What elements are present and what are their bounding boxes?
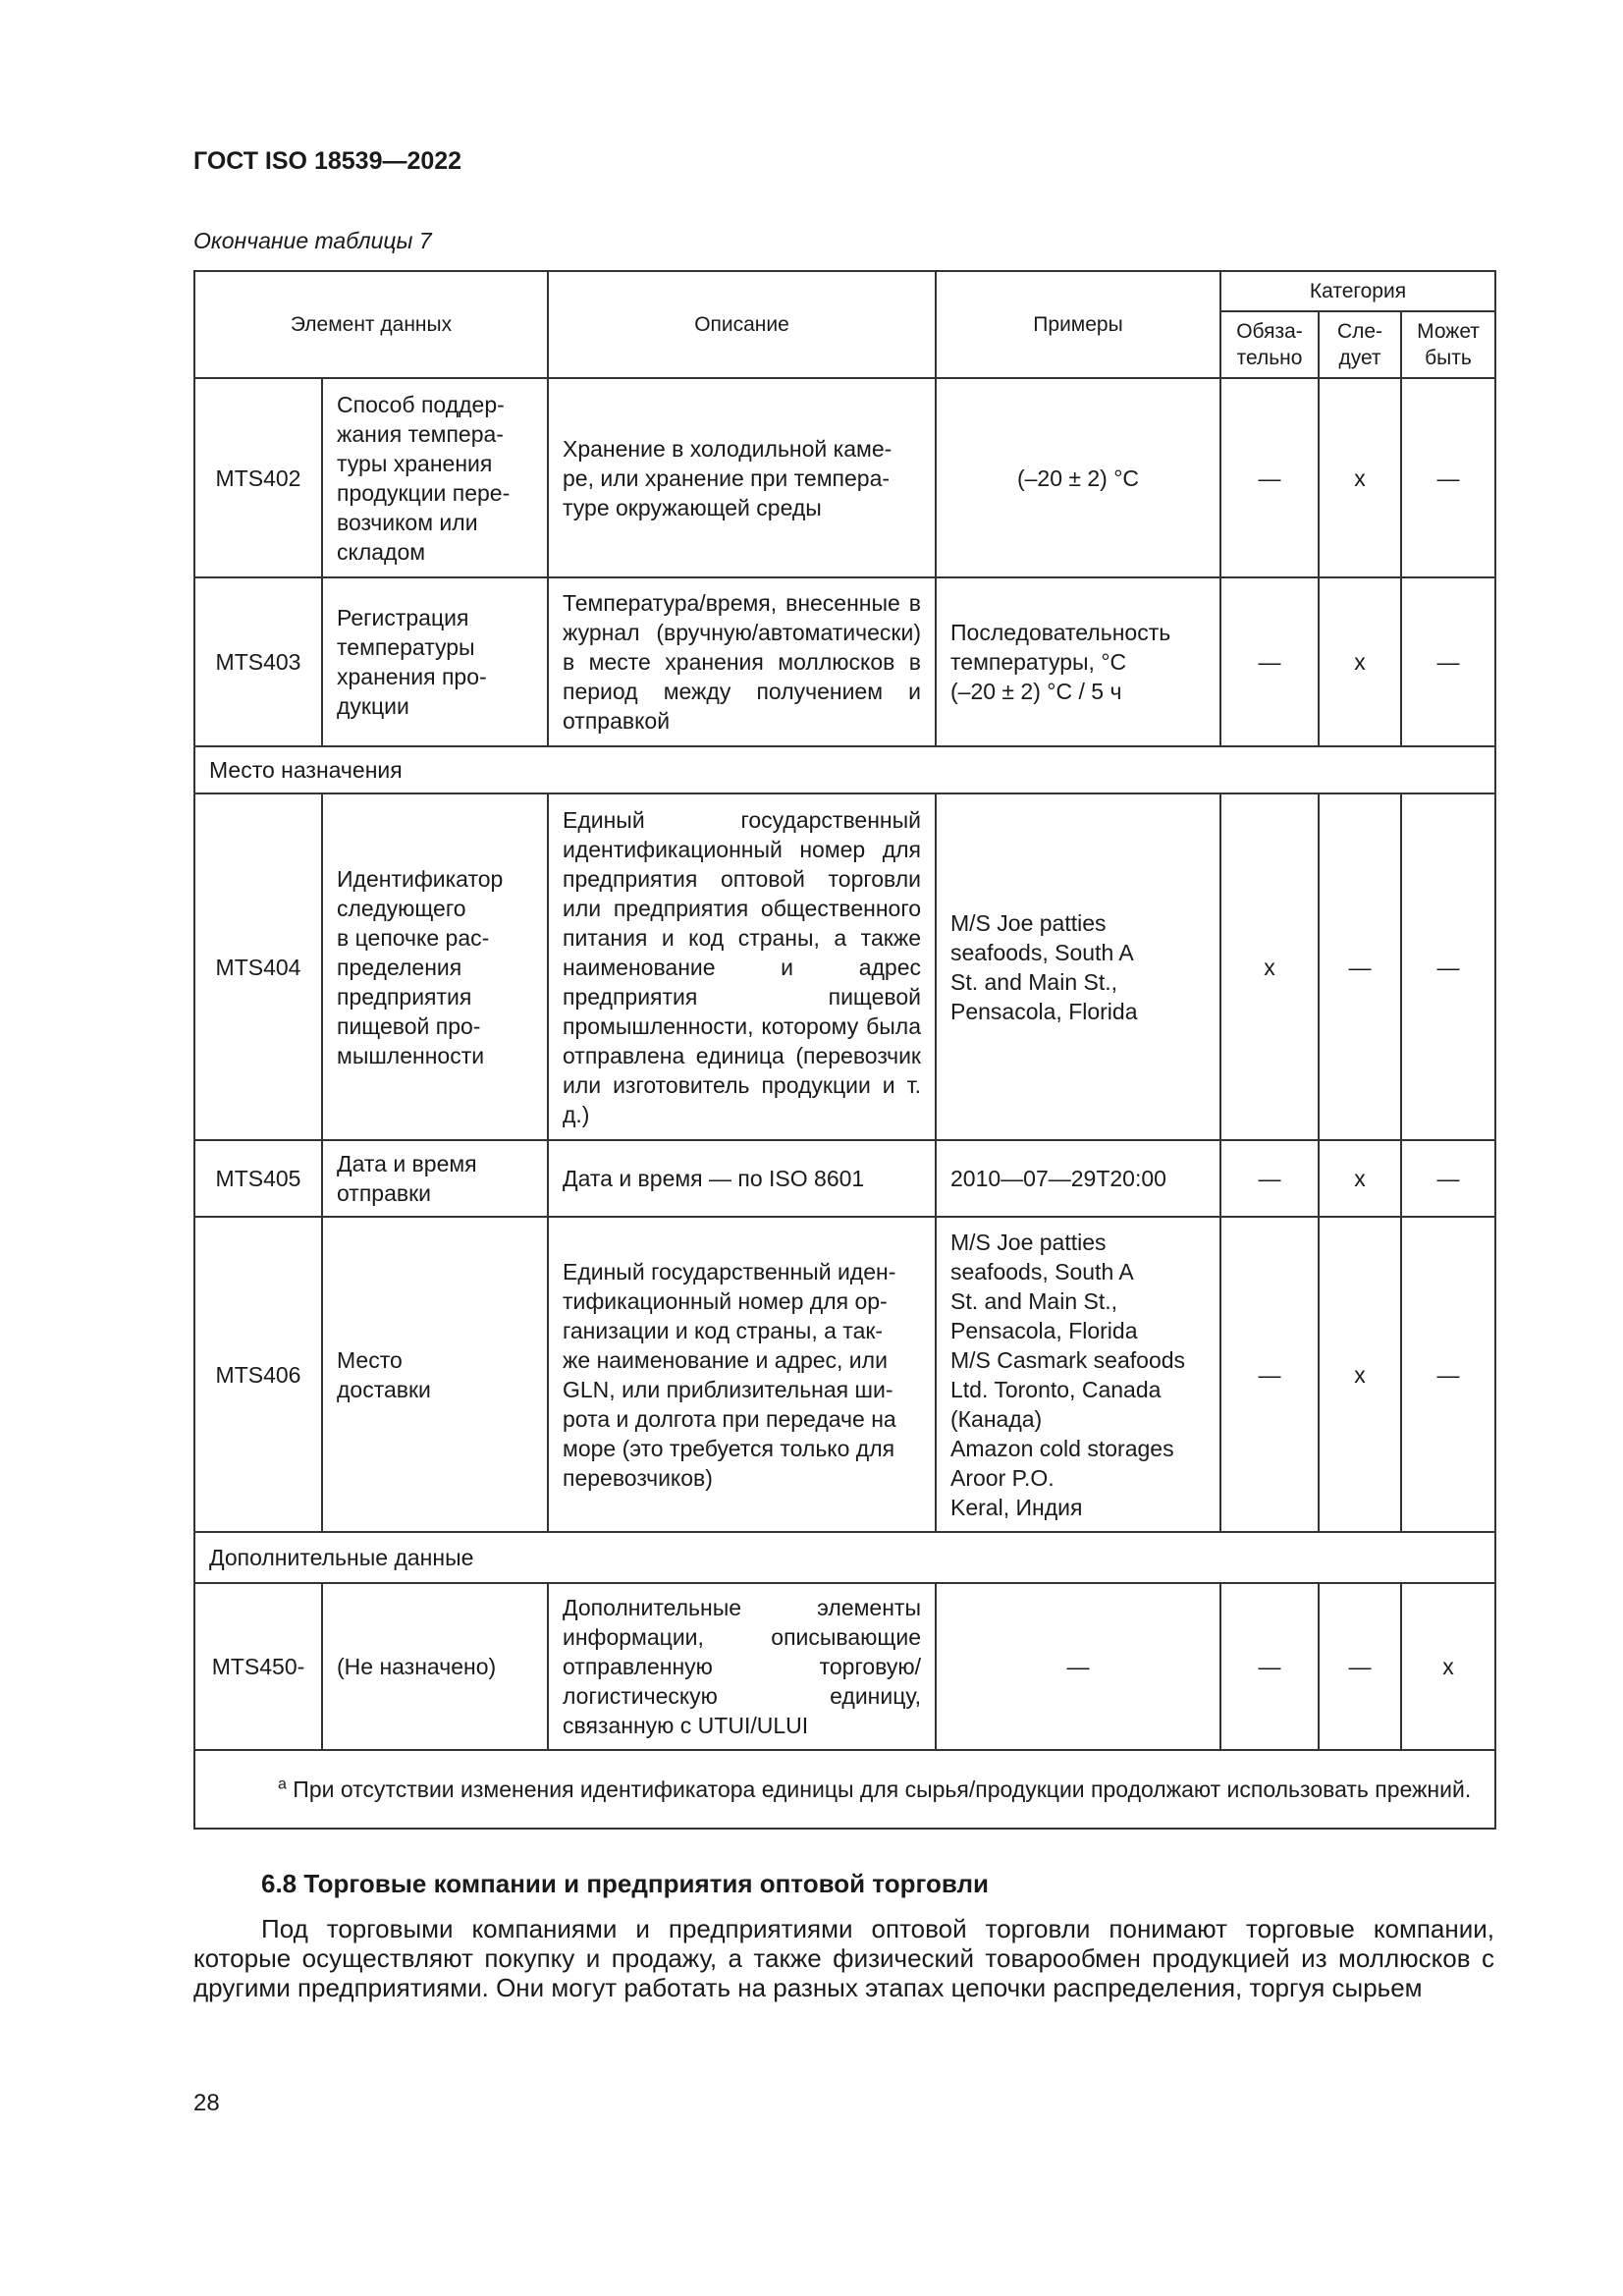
table-row — [194, 577, 1495, 746]
category-should: x — [1319, 577, 1401, 746]
category-may: — — [1401, 378, 1495, 577]
category-should: x — [1319, 1140, 1401, 1217]
header-mandatory: Обяза- тельно — [1220, 311, 1319, 378]
element-examples: Последовательность температуры, °C (–20 ± 2) °C / 5 ч — [936, 577, 1220, 746]
category-should: x — [1319, 1217, 1401, 1532]
footnote-row — [194, 1750, 1495, 1829]
header-examples: Примеры — [936, 271, 1220, 378]
section-additional: Дополнительные данные — [194, 1532, 1495, 1583]
header-data-element: Элемент данных — [194, 271, 548, 378]
section-row — [194, 1532, 1495, 1583]
footnote-text: При отсутствии изменения идентификатора единицы для сырья/продукции продолжают использовать прежний. — [293, 1777, 1472, 1802]
table-row — [194, 378, 1495, 577]
category-may: — — [1401, 577, 1495, 746]
element-code: MTS450- — [194, 1583, 322, 1750]
table-row — [194, 1583, 1495, 1750]
header-category: Категория — [1220, 271, 1495, 311]
page-number: 28 — [193, 2090, 220, 2116]
element-examples: M/S Joe patties seafoods, South A St. and Main St., Pensacola, Florida M/S Casmark seafoods Ltd. Toronto, Canada (Канада) Amazon cold storages Aroor P.O. Keral, Индия — [936, 1217, 1220, 1532]
element-description: Единый государственный иден- тификационный номер для ор- ганизации и код страны, а так- же наименование и адрес, или GLN, или приблизительная ши- рота и долгота при передаче на море (это требуется только для перевозчиков) — [548, 1217, 936, 1532]
element-description: Дата и время — по ISO 8601 — [548, 1140, 936, 1217]
element-code: MTS406 — [194, 1217, 322, 1532]
category-mandatory: — — [1220, 1140, 1319, 1217]
element-name: Место доставки — [322, 1217, 548, 1532]
element-description: Температура/время, внесенные в журнал (вручную/автоматически) в месте хранения моллюсков в период между получением и отправкой — [548, 577, 936, 746]
element-name: Дата и время отправки — [322, 1140, 548, 1217]
element-name: Регистрация температуры хранения про- дукции — [322, 577, 548, 746]
category-should: — — [1319, 1583, 1401, 1750]
category-may: — — [1401, 1217, 1495, 1532]
table-header-row — [194, 271, 1495, 311]
element-code: MTS403 — [194, 577, 322, 746]
element-name: Идентификатор следующего в цепочке рас- пределения предприятия пищевой про- мышленности — [322, 793, 548, 1140]
category-may: — — [1401, 793, 1495, 1140]
table-caption: Окончание таблицы 7 — [193, 228, 432, 253]
table-row — [194, 1140, 1495, 1217]
element-description: Единый государственный идентификационный номер для предприятия оптовой торговли или предприятия общественного питания и код страны, а также наименование и адрес предприятия пищевой промышленности, которому была отправлена единица (перевозчик или изготовитель продукции и т. д.) — [548, 793, 936, 1140]
section-heading: 6.8 Торговые компании и предприятия оптовой торговли — [261, 1869, 989, 1898]
category-mandatory: — — [1220, 1583, 1319, 1750]
table-row — [194, 793, 1495, 1140]
element-examples: 2010—07—29T20:00 — [936, 1140, 1220, 1217]
element-code: MTS405 — [194, 1140, 322, 1217]
element-description: Хранение в холодильной каме- ре, или хранение при темпера- туре окружающей среды — [548, 378, 936, 577]
element-code: MTS402 — [194, 378, 322, 577]
element-name: (Не назначено) — [322, 1583, 548, 1750]
category-may: x — [1401, 1583, 1495, 1750]
category-mandatory: — — [1220, 577, 1319, 746]
footnote-mark: a — [278, 1776, 287, 1793]
section-destination: Место назначения — [194, 746, 1495, 793]
document-header: ГОСТ ISO 18539—2022 — [193, 147, 462, 175]
header-description: Описание — [548, 271, 936, 378]
table-row — [194, 1217, 1495, 1532]
element-code: MTS404 — [194, 793, 322, 1140]
category-should: x — [1319, 378, 1401, 577]
data-elements-table — [193, 270, 1496, 1830]
element-description: Дополнительные элементы информации, описывающие отправленную торговую/логистическую единицу, связанную с UTUI/ULUI — [548, 1583, 936, 1750]
element-examples: M/S Joe patties seafoods, South A St. and Main St., Pensacola, Florida — [936, 793, 1220, 1140]
element-name: Способ поддер- жания темпера- туры хранения продукции пере- возчиком или складом — [322, 378, 548, 577]
category-should: — — [1319, 793, 1401, 1140]
header-should: Сле- дует — [1319, 311, 1401, 378]
category-mandatory: — — [1220, 378, 1319, 577]
category-mandatory: x — [1220, 793, 1319, 1140]
table-footnote — [194, 1750, 1495, 1829]
header-may: Может быть — [1401, 311, 1495, 378]
category-mandatory: — — [1220, 1217, 1319, 1532]
element-examples: — — [936, 1583, 1220, 1750]
section-row — [194, 746, 1495, 793]
category-may: — — [1401, 1140, 1495, 1217]
section-paragraph: Под торговыми компаниями и предприятиями оптовой торговли понимают торговые компании, которые осуществляют покупку и продажу, а также физический товарообмен продукцией из моллюсков с другими предприятиями. Они могут работать на разных этапах цепочки распределения, торгуя сырьем — [193, 1914, 1494, 2002]
element-examples: (–20 ± 2) °C — [936, 378, 1220, 577]
